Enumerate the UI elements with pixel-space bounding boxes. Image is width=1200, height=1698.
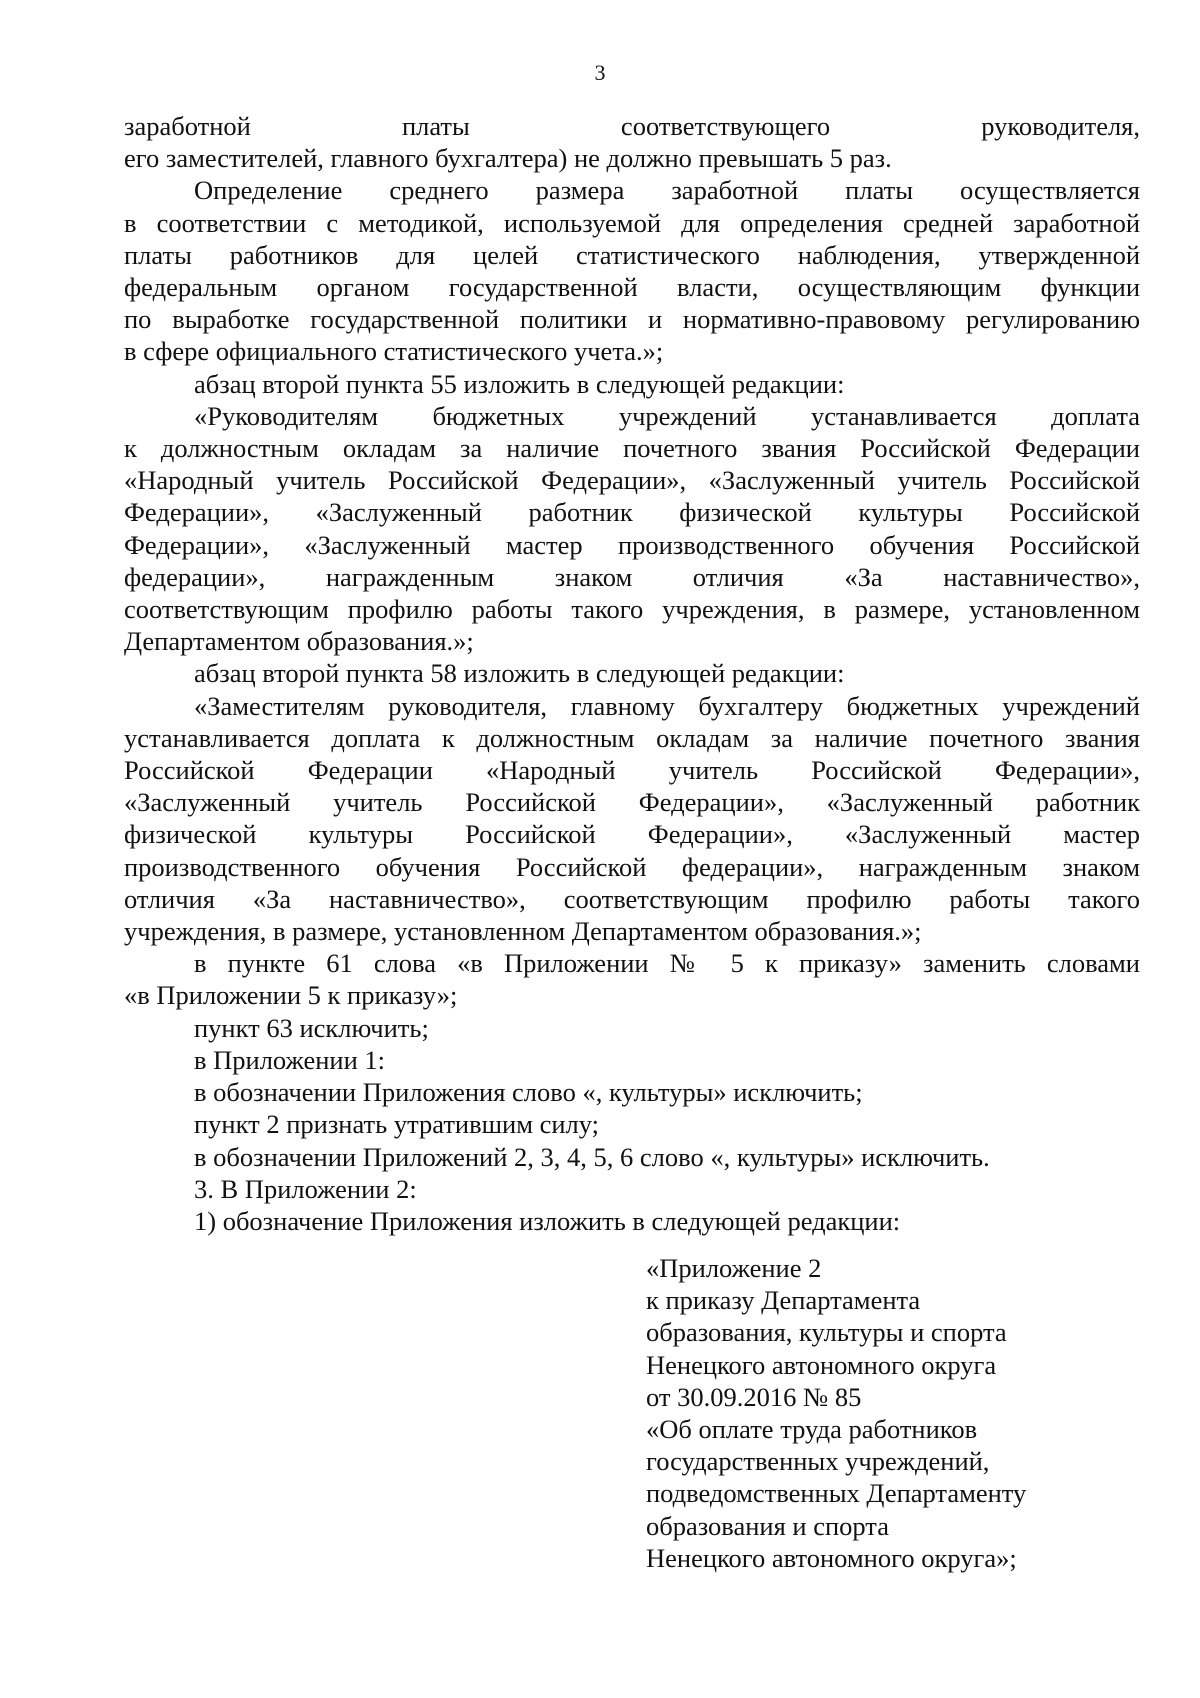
document-body [124, 110, 1140, 1237]
body-line: «Заместителям руководителя, главному бухгалтеру бюджетных учреждений [194, 690, 1140, 721]
body-line: соответствующим профилю работы такого учреждения, в размере, установленном [124, 594, 1140, 625]
body-line: физической культуры Российской Федерации», «Заслуженный мастер [124, 819, 1140, 850]
body-line: учреждения, в размере, установленном Департаментом образования.»; [124, 916, 922, 947]
body-line: в соответствии с методикой, используемой для определения средней заработной [124, 207, 1140, 238]
appendix-heading-line: Ненецкого автономного округа»; [646, 1542, 1017, 1573]
body-line: по выработке государственной политики и нормативно-правовому регулированию [124, 304, 1140, 335]
body-line: производственного обучения Российской федерации», награжденным знаком [124, 851, 1140, 882]
appendix-heading-line: к приказу Департамента [646, 1285, 921, 1316]
body-line: «Руководителям бюджетных учреждений устанавливается доплата [194, 400, 1140, 431]
body-line: отличия «За наставничество», соответствующим профилю работы такого [124, 883, 1140, 914]
body-line: 3. В Приложении 2: [194, 1173, 417, 1204]
body-line: федерации», награжденным знаком отличия «За наставничество», [124, 561, 1140, 592]
body-line: в сфере официального статистического учета.»; [124, 336, 664, 367]
body-line: Федерации», «Заслуженный работник физической культуры Российской [124, 497, 1140, 528]
body-line: «в Приложении 5 к приказу»; [124, 980, 458, 1011]
body-line: в обозначении Приложения слово «, культуры» исключить; [194, 1077, 863, 1108]
body-line: устанавливается доплата к должностным окладам за наличие почетного звания [124, 722, 1140, 753]
appendix-heading-line: государственных учреждений, [646, 1446, 990, 1477]
body-line: «Народный учитель Российской Федерации», «Заслуженный учитель Российской [124, 465, 1140, 496]
body-line: пункт 2 признать утратившим силу; [194, 1109, 600, 1140]
body-line: 1) обозначение Приложения изложить в следующей редакции: [194, 1205, 901, 1236]
appendix-heading-line: от 30.09.2016 № 85 [646, 1381, 862, 1412]
body-line: абзац второй пункта 55 изложить в следующей редакции: [194, 368, 845, 399]
page-number: 3 [594, 60, 606, 85]
body-line: Определение среднего размера заработной платы осуществляется [194, 175, 1140, 206]
body-line: федеральным органом государственной власти, осуществляющим функции [124, 272, 1140, 303]
body-line: Федерации», «Заслуженный мастер производственного обучения Российской [124, 529, 1140, 560]
body-line: к должностным окладам за наличие почетного звания Российской Федерации [124, 433, 1140, 464]
appendix-heading-line: образования и спорта [646, 1510, 889, 1541]
body-line: платы работников для целей статистического наблюдения, утвержденной [124, 239, 1140, 270]
appendix-heading-line: образования, культуры и спорта [646, 1317, 1007, 1348]
body-line: «Заслуженный учитель Российской Федерации», «Заслуженный работник [124, 787, 1140, 818]
appendix-heading-block [646, 1252, 1146, 1574]
body-line: абзац второй пункта 58 изложить в следующей редакции: [194, 658, 845, 689]
body-line: заработной платы соответствующего руководителя, [124, 111, 1140, 141]
body-line: Российской Федерации «Народный учитель Российской Федерации», [124, 755, 1140, 786]
body-line: Департаментом образования.»; [124, 626, 474, 657]
body-line: его заместителей, главного бухгалтера) не должно превышать 5 раз. [124, 143, 892, 174]
appendix-heading-line: Ненецкого автономного округа [646, 1349, 997, 1380]
body-line: пункт 63 исключить; [194, 1012, 429, 1043]
appendix-heading-line: «Об оплате труда работников [646, 1414, 978, 1445]
body-line: в обозначении Приложений 2, 3, 4, 5, 6 слово «, культуры» исключить. [194, 1141, 990, 1172]
body-line: в пункте 61 слова «в Приложении № 5 к приказу» заменить словами [194, 948, 1140, 979]
appendix-heading-line: «Приложение 2 [646, 1253, 822, 1283]
appendix-heading-line: подведомственных Департаменту [646, 1478, 1027, 1509]
body-line: в Приложении 1: [194, 1044, 386, 1075]
